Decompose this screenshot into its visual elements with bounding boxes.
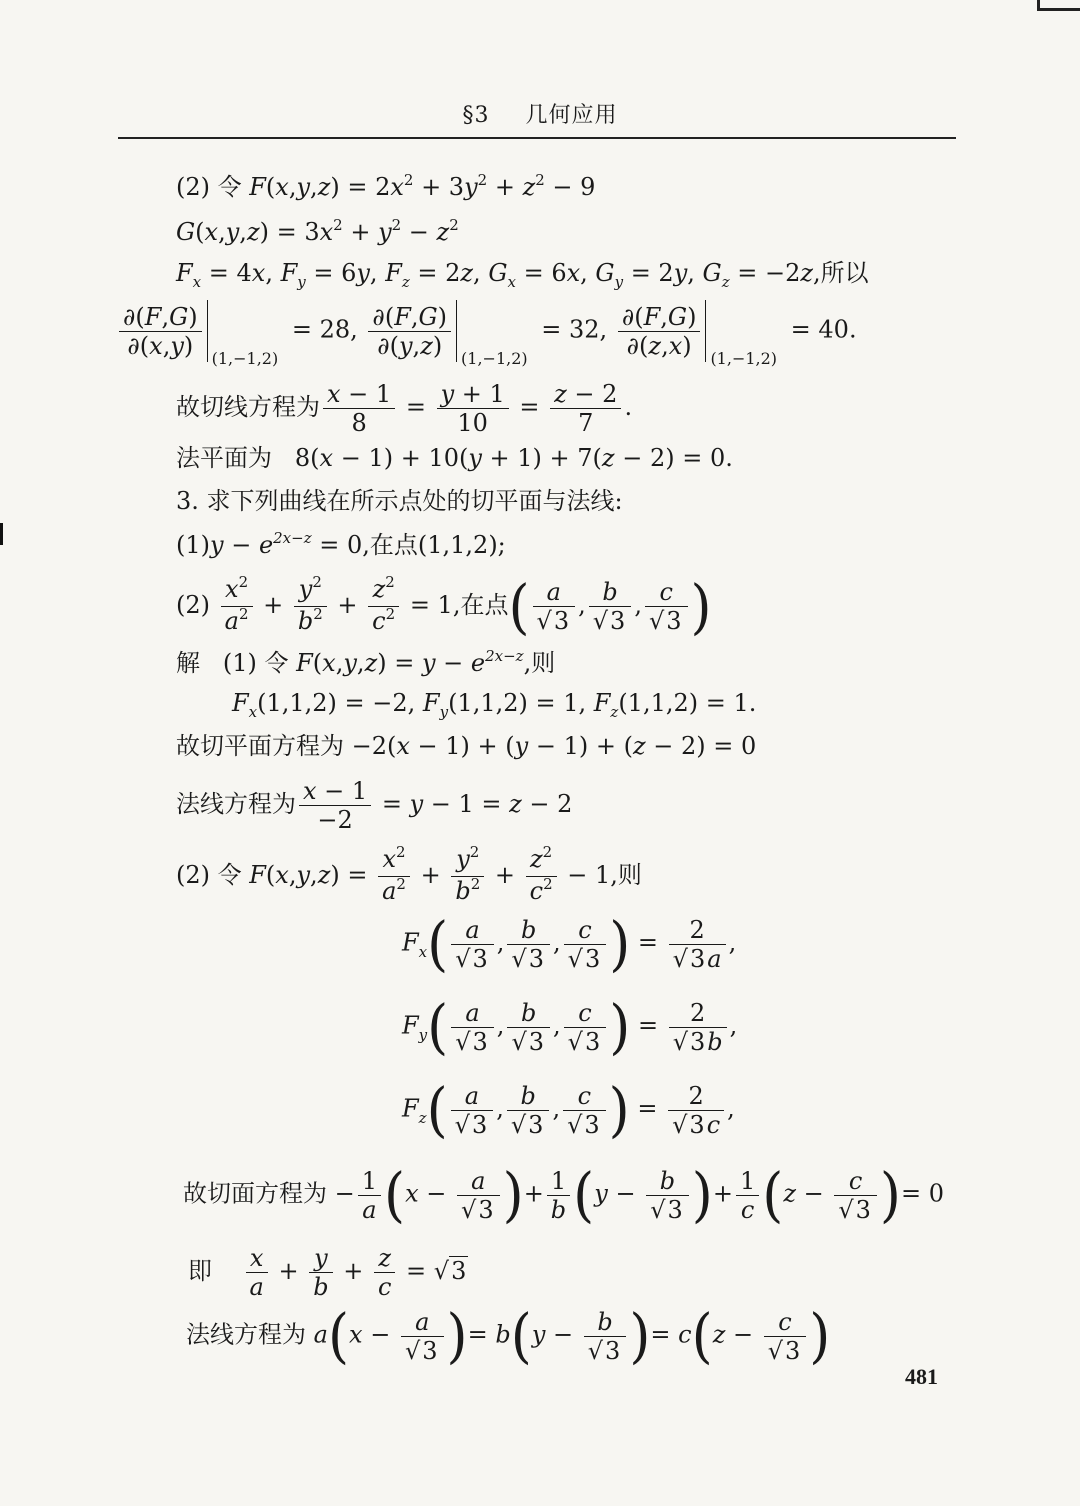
line-1: (2) 令 $F(x,y,z) = 2x^2 + 3y^2 + z^2 - 9$ <box>176 171 596 201</box>
line-5-tangent-line: 故切线方程为 $\frac{x - 1}{8}$ = $\frac{y + 1}{10}$ = $\frac{z - 2}{7}$ . <box>176 380 633 437</box>
section-title: 几何应用 <box>525 103 618 128</box>
line-9: (2) $\frac{x^2}{a^2}$ + $\frac{y^2}{b^2}$ + $\frac{z^2}{c^2}$ = 1,在点( $\frac{a}{√3}$ , $\frac{b}{√3}$ , $\frac{c}{√3}$ ) <box>176 571 712 641</box>
line-12-tangent-plane: 故切平面方程为 −2(x − 1) + (y − 1) + (z − 2) = 0 <box>176 732 757 760</box>
line-14: (2) 令 F(x,y,z) = $\frac{x^2}{a^2}$ + $\frac{y^2}{b^2}$ + $\frac{z^2}{c^2}$ − 1,则 <box>176 843 642 905</box>
line-6-normal-plane: 法平面为 8(x − 1) + 10(y + 1) + 7(z − 2) = 0. <box>176 444 733 472</box>
section-number: §3 <box>462 103 490 128</box>
line-19: 即 $\frac{x}{a}$ + $\frac{y}{b}$ + $\frac{z}{c}$ = √3 <box>188 1244 467 1301</box>
line-10-solution: 解 (1) 令 $F(x,y,z) = y - e^{2x-z}$,则 <box>176 647 556 677</box>
line-16-fy: $F_y$( $\frac{a}{√3}$ , $\frac{b}{√3}$ , $\frac{c}{√3}$ ) = $\frac{2}{√3b}$ , <box>402 991 738 1062</box>
header-rule <box>118 137 956 139</box>
line-17-fz: $F_z$( $\frac{a}{√3}$ , $\frac{b}{√3}$ , $\frac{c}{√3}$ ) = $\frac{2}{√3c}$ , <box>402 1074 735 1145</box>
line-8: $(1)y - e^{2x-z} = 0$,在点(1,1,2); <box>176 529 506 559</box>
page-corner-mark <box>1037 0 1080 11</box>
line-13-normal-line: 法线方程为 $\frac{x - 1}{-2}$ = y − 1 = z − 2 <box>176 777 573 834</box>
running-header <box>0 98 1080 129</box>
line-15-fx: $F_x$( $\frac{a}{√3}$ , $\frac{b}{√3}$ , $\frac{c}{√3}$ ) = $\frac{2}{√3a}$ , <box>402 908 737 979</box>
page-number: 481 <box>905 1364 938 1389</box>
margin-mark <box>0 523 3 545</box>
line-7-problem-3: 3. 求下列曲线在所示点处的切平面与法线: <box>176 487 623 515</box>
line-3: $F_x = 4x$, $F_y = 6y$, $F_z = 2z$, $G_x = 6x$, $G_y = 2y$, $G_z = -2z$,所以 <box>176 259 869 291</box>
line-4-jacobians: $\frac{\partial(F,G)}{\partial(x,y)}$ (1,−1,2) = 28, $\frac{\partial(F,G)}{\partial(y,z)}$ (1,−1,2) = 32, $\frac{\partial(F,G)}{\partial(z,x)}$ (1,−1,2) = 40. <box>116 300 857 374</box>
line-11: $F_x(1,1,2) = -2$, $F_y(1,1,2) = 1$, $F_z(1,1,2) = 1$. <box>232 689 757 721</box>
line-2: $G(x,y,z) = 3x^2 + y^2 - z^2$ <box>176 216 459 246</box>
line-20-normal-line: 法线方程为 a(x − $\frac{a}{√3}$ )= b(y − $\frac{b}{√3}$ )= c(z − $\frac{c}{√3}$ ) <box>186 1300 831 1371</box>
line-18-tangent-plane: 故切面方程为 − $\frac{1}{a}$ (x − $\frac{a}{√3}$ )+ $\frac{1}{b}$ (y − $\frac{b}{√3}$ )+ $\frac{1}{c}$ (z − $\frac{c}{√3}$ )= 0 <box>183 1159 945 1230</box>
